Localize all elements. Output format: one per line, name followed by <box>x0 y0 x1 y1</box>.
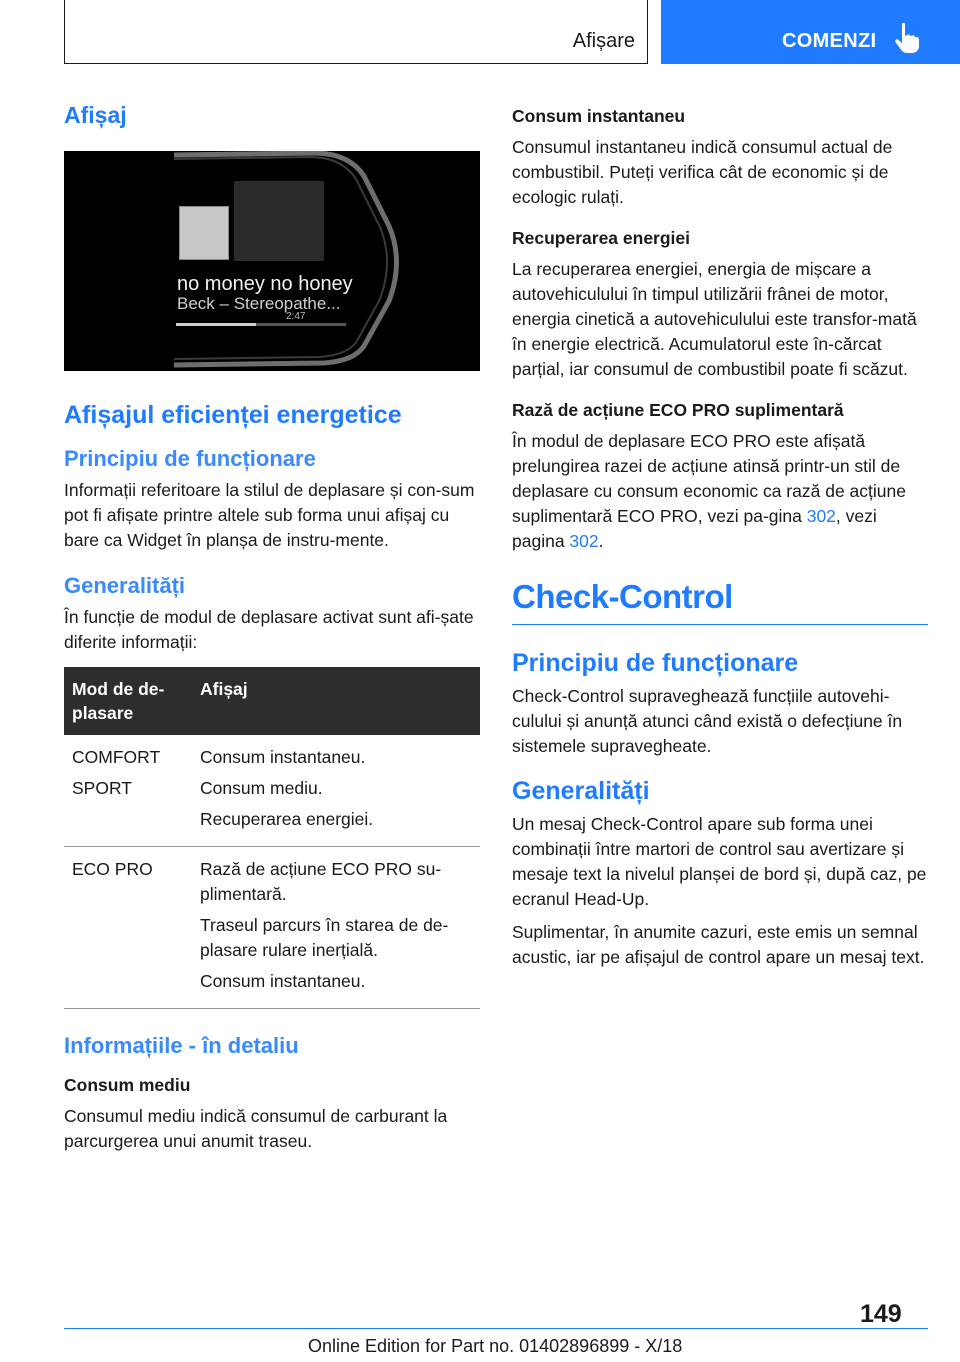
paragraph-principiu-left: Informații referitoare la stilul de deplasare și con-sum pot fi afișate printre altele sub forma unui afișaj cu bare ca Widget în planșa de instru-mente. <box>64 480 475 550</box>
paragraph-recuperare: La recuperarea energiei, energia de mișcare a autovehiculului în timpul utilizării frânei de motor, energia cinetică a autovehiculului este transfor-mată în energie electrică. Acumulatorul este în-cărcat parțial, iar consumul de combustibil poate fi scăzut. <box>512 259 917 379</box>
paragraph-generalitati-right-1: Un mesaj Check-Control apare sub forma unei combinații între martori de control sau avertizare și mesaje text la nivelul planșei de bord și, după caz, pe ecranul Head-Up. <box>512 814 927 909</box>
footer-edition: Online Edition for Part no. 01402896899 - X/18 <box>308 1336 683 1356</box>
table-row <box>64 735 480 847</box>
header-section-tab <box>64 0 648 64</box>
heading-generalitati-left: Generalități <box>64 573 186 598</box>
check-control-rule <box>512 624 928 625</box>
table-cell-display: Rază de acțiune ECO PRO su-plimentară. <box>200 859 442 904</box>
header-chapter-tab <box>661 0 960 64</box>
paragraph-generalitati-right-2: Suplimentar, în anumite cazuri, este emis un semnal acustic, iar pe afișajul de control apare un mesaj text. <box>512 922 925 967</box>
driving-modes-table <box>64 667 480 1009</box>
paragraph-raza-text-c: . <box>598 531 604 551</box>
heading-info-detail: Informațiile - în detaliu <box>64 1033 299 1058</box>
album-art-thumbnail <box>179 206 229 260</box>
heading-principiu-left: Principiu de funcționare <box>64 446 316 471</box>
footer-rule <box>64 1328 928 1329</box>
display-artist: Beck – Stereopathe... <box>177 294 341 313</box>
hand-pointer-icon <box>893 22 921 54</box>
paragraph-consum-mediu: Consumul mediu indică consumul de carburant la parcurgerea unui anumit traseu. <box>64 1106 448 1151</box>
table-cell-mode: SPORT <box>72 778 132 798</box>
section-title-afisaj: Afișaj <box>64 102 127 128</box>
paragraph-generalitati-left: În funcție de modul de deplasare activat sunt afi-șate diferite informații: <box>64 607 474 652</box>
table-cell-display: Consum instantaneu. <box>200 747 366 767</box>
page-link-302[interactable]: 302 <box>569 531 599 551</box>
paragraph-raza-text-a: În modul de deplasare ECO PRO este afișată prelungirea razei de acțiune atinsă printr-un stil de deplasare cu consum economic ca rază de acțiune suplimentară ECO PRO, vezi pa-gina <box>512 431 906 526</box>
page-link-302[interactable]: 302 <box>806 506 836 526</box>
table-cell-display: Consum instantaneu. <box>200 971 366 991</box>
header-chapter-label: COMENZI <box>782 30 877 52</box>
table-cell-display: Consum mediu. <box>200 778 323 798</box>
right-column <box>512 100 928 970</box>
display-track-title: no money no honey <box>177 273 353 295</box>
page-number: 149 <box>860 1300 902 1328</box>
heading-consum-instantaneu: Consum instantaneu <box>512 106 686 126</box>
heading-generalitati-right: Generalități <box>512 777 650 805</box>
table-cell-mode: COMFORT <box>72 747 161 767</box>
table-cell-mode: ECO PRO <box>72 859 153 879</box>
heading-consum-mediu: Consum mediu <box>64 1075 191 1095</box>
paragraph-consum-instantaneu: Consumul instantaneu indică consumul actual de combustibil. Puteți verifica cât de economic și de ecologic rulați. <box>512 137 893 207</box>
heading-efficiency-display: Afișajul eficienței energetice <box>64 401 402 429</box>
paragraph-principiu-right: Check-Control supraveghează funcțiile autovehi-culului și anunță atunci când există o defecțiune în sistemele supravegheate. <box>512 686 903 756</box>
heading-recuperare: Recuperarea energiei <box>512 228 691 248</box>
display-time: 2:47 <box>286 311 306 322</box>
heading-principiu-right: Principiu de funcționare <box>512 649 799 677</box>
left-column <box>64 100 480 1154</box>
table-cell-display: Recuperarea energiei. <box>200 809 374 829</box>
display-photo <box>64 151 480 371</box>
table-row <box>64 847 480 1009</box>
heading-check-control: Check-Control <box>512 578 733 615</box>
paragraph-raza-eco-pro <box>512 429 928 554</box>
table-header-display: Afișaj <box>192 667 480 735</box>
heading-raza-eco-pro: Rază de acțiune ECO PRO suplimentară <box>512 400 844 420</box>
table-header-mode: Mod de de-plasare <box>64 667 192 735</box>
paragraph-raza-text-b: , vezi pagina <box>512 506 877 551</box>
header-section-label: Afișare <box>572 30 635 52</box>
display-bezel-graphic <box>64 151 480 371</box>
table-cell-display: Traseul parcurs în starea de de-plasare rulare inerțială. <box>200 915 449 960</box>
